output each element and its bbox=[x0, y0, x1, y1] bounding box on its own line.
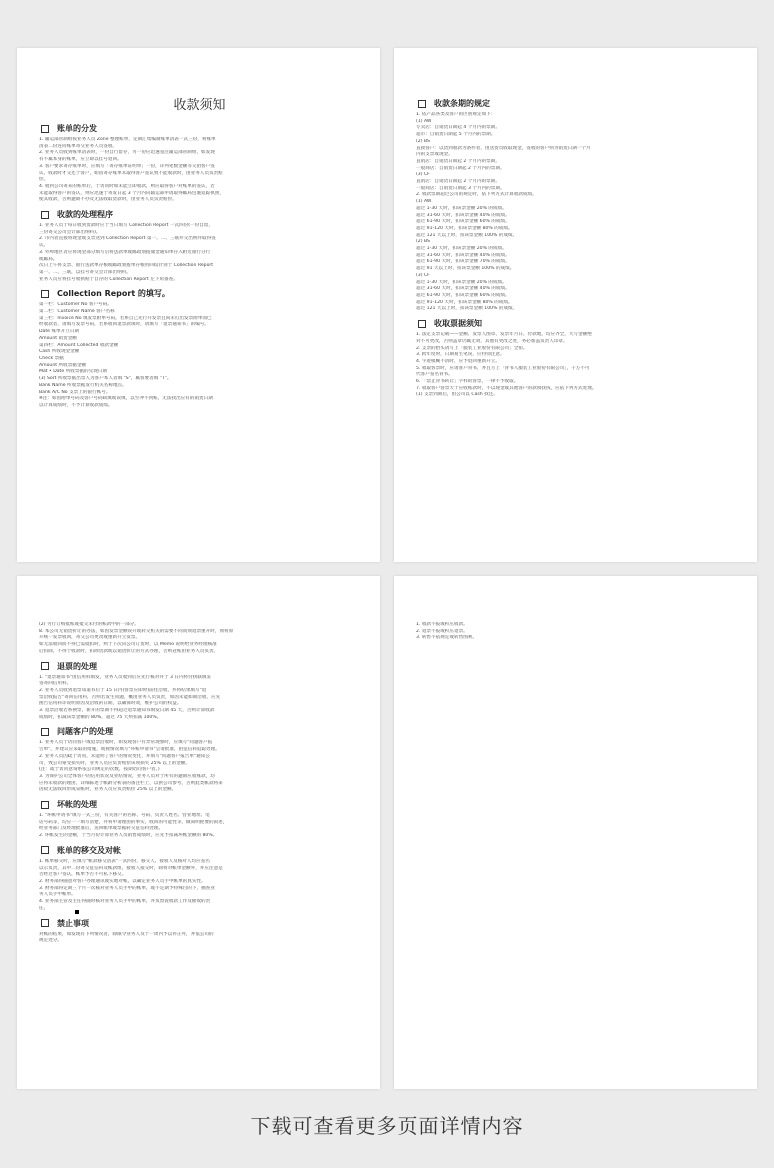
checkbox-square-icon bbox=[41, 290, 49, 298]
text-line: (2) 另行订购抵账或抵交未付的账款中的一部分。 bbox=[39, 622, 139, 627]
text-line: 次日上午将支票、银行送款单存根或邮政划拨单存根用回纹针别于 Collection Report bbox=[39, 263, 214, 269]
section-heading-text: 问题客户的处理 bbox=[57, 727, 113, 737]
text-line: 超过 91-120 天时，扣该票金额 80% 的成绩。 bbox=[416, 225, 513, 231]
section-heading-text: 账单的移交及对帐 bbox=[57, 845, 121, 855]
page-3-content bbox=[39, 622, 360, 945]
text-line: 函告信用科详说明原因及洽收的日期，以确保时效，维护公司的权益。 bbox=[39, 701, 182, 707]
page-1-sections bbox=[39, 123, 360, 410]
text-line: 2. 退票不报或积压退票。 bbox=[416, 628, 468, 634]
text-line: 2. 业务人员因疏于访问，未能明了客户的情况变化，并填写"问题客户报告单"通知公 bbox=[39, 753, 210, 759]
text-line: 签寄回信用科。 bbox=[39, 681, 72, 687]
text-line: Check 票据 bbox=[39, 355, 64, 361]
text-line: 3. 为保护公司全体客户的信用状况及业结情况，业务人员对于所有的逾期应收账款，均 bbox=[39, 773, 215, 779]
text-line: 告单"，并建议应采取的措施，或视情况填写"坏账申请书"呈请批准，由征信科追踪处理。 bbox=[39, 747, 220, 753]
text-line: 6. 「禁止背书转让」字样的客票，一律不予收取。 bbox=[416, 379, 519, 385]
section-heading-text: 禁止事项 bbox=[57, 918, 89, 928]
text-line: 超过 61-90 天时，扣该票金额 70% 的成绩。 bbox=[416, 259, 510, 265]
page-1-content bbox=[39, 94, 360, 410]
text-line: 超过 31-60 天时，扣该票金额 40% 的成绩。 bbox=[416, 212, 510, 218]
text-line: 1. 帐单移交时，应填写"帐款移交清表"一式四份，移交人、接收人及核对人均应签名 bbox=[39, 858, 210, 864]
text-line: 超市：自销货日期起 5 个月内的票期。 bbox=[416, 132, 496, 138]
section-heading-text: 退票的处理 bbox=[57, 661, 97, 671]
text-line: 开统一发票收回，寄交公司更改或重新开立发票。 bbox=[39, 635, 141, 641]
text-line: 1. "退票通知书"由信用科填发，业务人员收到后应先行核对并于 3 日内将付执联填妥 bbox=[39, 674, 212, 680]
text-line: 三份寄交公司会计部出纳科)。 bbox=[39, 229, 101, 235]
page-2-sections bbox=[416, 98, 737, 399]
text-line: 一般商店：自销货日期起 3 个月内的票期。 bbox=[416, 185, 505, 191]
text-line: 7. 收取客户客票大于应收账款时，不以现金或其他客户的款项找钱，应依下列方式处理。 bbox=[416, 385, 597, 391]
text-line: Cash 所收现金金额 bbox=[39, 349, 80, 355]
text-line: 4. 字迹模糊不清时，应予退回重新开立。 bbox=[416, 358, 500, 364]
section-heading bbox=[39, 918, 360, 929]
section-heading-text: 收款条期的规定 bbox=[434, 99, 490, 108]
text-line: 后扣除，不得于收款时，扣除货款或以销货折让的方式办理，否则冠账由业务人员负责。 bbox=[39, 648, 219, 654]
text-line: 因故无法收回形成呆帐时，业务人员应负责赔偿 25% 以上的金额。 bbox=[39, 787, 177, 793]
section-heading-text: Collection Report 的填写。 bbox=[57, 289, 170, 299]
text-line: 内的支票或现金。 bbox=[416, 152, 453, 158]
text-line: 超过 1-30 天时，扣该票金额 20% 的成绩。 bbox=[416, 246, 507, 252]
text-line: 第一栏：Customer No 客户号码。 bbox=[39, 302, 112, 308]
checkbox-square-icon bbox=[418, 320, 426, 328]
checkbox-square-icon bbox=[41, 211, 49, 219]
checkbox-square-icon bbox=[418, 100, 426, 108]
document-page-3 bbox=[17, 576, 380, 1089]
text-line: 2. 市内者直接将现金或支票送到 Collection Report 第一、二、三联并交出纳并取得签 bbox=[39, 236, 216, 242]
download-caption[interactable]: 下载可查看更多页面详情内容 bbox=[250, 1114, 524, 1138]
text-line: Date 账单开立日期 bbox=[39, 329, 80, 335]
text-line: 超过 61-90 天时，扣该票金额 60% 的成绩。 bbox=[416, 219, 510, 225]
text-line: 第二栏：Customer Name 客户名称 bbox=[39, 309, 115, 315]
text-line: (3) CF bbox=[416, 272, 430, 278]
text-line: (1) AW bbox=[416, 199, 432, 205]
text-line: 3. 退票洽收若系换票，新开的票期不得超过退票通知书填发日期 45 天，否则计算收款 bbox=[39, 708, 215, 714]
document-page-1 bbox=[17, 48, 380, 562]
text-line: 超过 31-60 天时，扣该票金额 40% 的成绩。 bbox=[416, 252, 510, 258]
text-line: 超过 121 天以上时，扣该票金额 100% 的成绩。 bbox=[416, 306, 518, 312]
text-line: 清表二份连同账单寄交业务人员签收。 bbox=[39, 143, 118, 149]
text-line: 1. "坏帐申请书"填写一式三份，有关客户的名称、号码、负责人姓名、营业地址、电 bbox=[39, 813, 210, 819]
text-line: 偿。 bbox=[39, 177, 49, 183]
text-line: (3) CF bbox=[416, 172, 430, 178]
text-line: 未能取得客户的签认，则应迅速于寄发日起 3 个月内向辅运部申请取得邮局包裹追踪执照， bbox=[39, 190, 225, 196]
text-line: 专卖店：自销货日期起 4 个月内的票期。 bbox=[416, 125, 500, 131]
text-line: 超过 1-30 天时，扣该票金额 20% 的成绩。 bbox=[416, 205, 507, 211]
section-heading bbox=[39, 845, 360, 856]
text-line: 否经过客户签认，帐单予否不可私下移交。 bbox=[39, 872, 127, 878]
text-line: ※注：如因附单号码及客户号码缺填或误填，以至冲不到账，无法找出应有的销货日期 bbox=[39, 396, 213, 402]
text-line: 以计算成绩时，不予计算收款成绩。 bbox=[39, 402, 113, 408]
page-marker bbox=[75, 910, 79, 914]
text-line: Bank Name 所收票据发行机关名称地点。 bbox=[39, 382, 127, 388]
text-line: 使其收款，否则逾期不办及无法收取货款时，由业务人员负责赔偿。 bbox=[39, 197, 177, 203]
text-line: 2. 支票的抬头请写上「服装工业股份有限公司」全衔。 bbox=[416, 345, 528, 351]
section-heading bbox=[39, 799, 360, 810]
text-line: 超过 91 天以上时，扣该票金额 100% 的成绩。 bbox=[416, 266, 515, 272]
document-title: 收款须知 bbox=[173, 98, 226, 113]
text-line: 超过 91-120 天时，扣该票金额 80% 的成绩。 bbox=[416, 299, 513, 305]
text-line: 1. 收款不报或积压收款。 bbox=[416, 622, 468, 627]
text-line: 规定处分。 bbox=[39, 938, 62, 944]
text-line: 4. 收到公司寄来的账单后，于访问时如未能立即收款，则应取得客户对账单的签认，若 bbox=[39, 183, 215, 189]
checkbox-square-icon bbox=[41, 728, 49, 736]
text-line: 认。 bbox=[39, 243, 49, 249]
text-line: Bank A/C No 支票上的银行帐号。 bbox=[39, 389, 111, 395]
text-line: 超过 31-60 天时，扣该票金额 40% 的成绩。 bbox=[416, 286, 510, 292]
section-heading bbox=[39, 209, 360, 220]
checkbox-square-icon bbox=[41, 801, 49, 809]
page-4-content bbox=[416, 622, 737, 642]
section-heading bbox=[39, 726, 360, 737]
text-line: 第四栏：Amount Collected 收款金额 bbox=[39, 342, 119, 348]
page-3-sections bbox=[39, 622, 360, 945]
text-line: 2. 坏帐发生的金额，于当月份计算业务人员销售成绩时，应先予扣减坏帐金额的 80%。 bbox=[39, 833, 218, 839]
text-line: 直销店：自销货日期起 2 个月内的票期。 bbox=[416, 179, 500, 185]
section-heading bbox=[416, 98, 737, 109]
text-line: 超过 1-30 天时，扣该票金额 20% 的成绩。 bbox=[416, 279, 507, 285]
text-line: 代客户签名背书。 bbox=[416, 372, 453, 378]
checkbox-square-icon bbox=[41, 662, 49, 670]
text-line: 司，致公司蒙受损失时，业务人员应负责赔偿该项损失 25% 以上的金额。 bbox=[39, 760, 190, 766]
text-line: (注：疏于访问意谓系依公司规定的次数，按期访问客户者。) bbox=[39, 767, 160, 773]
text-line: 1. 业务人员于访问客户或退票洽收时，如发现客户有异常现象时，应填写"问题客户报 bbox=[39, 740, 213, 746]
text-line: 第三栏：Invoice No 填发票附单号码。若系自己先行开发票且尚未打出发票附单而已 bbox=[39, 315, 212, 321]
text-line: Mat • Date 所收票据的兑现日期 bbox=[39, 369, 107, 375]
text-line: 2. 收款票期超过公司的规定时，依下列方式计算收款成绩。 bbox=[416, 192, 537, 198]
text-line: 认，收款时才交还于客户，如因寄存账单未取得客户签认致不能收款时，由业务人员负责赔 bbox=[39, 170, 223, 176]
text-line: 或邮局。 bbox=[39, 256, 58, 262]
section-heading bbox=[416, 318, 737, 329]
text-line: 经业务部门及经理批准后，送回帐单或票据转交征信科处理。 bbox=[39, 826, 164, 832]
text-line: 1. 依产品各类及客户的区别规定如下： bbox=[416, 112, 496, 117]
text-line: 3. 客户要求寄存账单时，应填写「寄存账单证明单」一份，详列笔数金额等交由客户签 bbox=[39, 163, 215, 169]
text-line: (1) 支票到期后，由公司以 Cash 找还。 bbox=[416, 392, 498, 398]
checkbox-square-icon bbox=[41, 125, 49, 133]
text-line: 有不属本身的账单，应立即以挂号退回。 bbox=[39, 157, 122, 163]
text-line: 任。 bbox=[39, 905, 49, 911]
section-heading-text: 收款的处理程序 bbox=[57, 210, 113, 220]
text-line: 1. 辅运部管制组按业务人员 Zone 整理账单，定期汇集编制账单清表一式三份，将账单 bbox=[39, 137, 216, 142]
document-page-2 bbox=[394, 48, 757, 562]
text-line: 务人员手中帐单。 bbox=[39, 892, 76, 898]
section-heading bbox=[39, 661, 360, 672]
text-line: 话号码等，均应一一填写清楚，并将申请理由的事实，收回的可能性等，做简明扼要的叙述， bbox=[39, 819, 228, 825]
text-line: 超过 61-90 天时，扣该票金额 60% 的成绩。 bbox=[416, 292, 510, 298]
text-line: (3) Sort 所收票据出票人为客户本人者填 "S"，属客要者填 "T"。 bbox=[39, 376, 172, 382]
text-line: 成绩时，扣减该票金额的 80%，超过 75 天则扣减 100%。 bbox=[39, 714, 162, 720]
section-heading-text: 坏帐的处理 bbox=[57, 800, 97, 810]
text-line: (2) BS bbox=[416, 138, 430, 144]
text-line: 2. 业务人员收到账单清表时，一份自行留存，另一份应迅速签注辅运部管制组，如发现 bbox=[39, 150, 215, 156]
text-line: 对不可更改，否则盖章仍属无效，其他有更改之处，务必加盖负责人印章。 bbox=[416, 338, 568, 344]
text-line: 2. 业务人员收到退票知道书后于 15 日内(客票应即时)前往洽收，并将结果填写"退 bbox=[39, 687, 207, 693]
text-line: 3. 跨年度时，日期易生笔误，应特别注意。 bbox=[416, 352, 505, 358]
text-line: 以示负责，其中二份寄交征信科及帐款组，接收人接交时，除将对帐单金额外，并应注意是 bbox=[39, 865, 223, 871]
text-line: 1. 法定支票记载——金额、发票人图章、发票年月日、付款地，均应齐全，大写金额绝 bbox=[416, 332, 592, 338]
section-heading bbox=[39, 123, 360, 134]
text-line: (1) AW bbox=[416, 118, 432, 124]
text-line: 对帐的结果，如发现有下列情况者，除限令业务人员十一周内予以补正外，并依公司的 bbox=[39, 931, 214, 937]
text-line: 4. 业务部主管及主任得随时核对业务人员手中的帐单，并负督促收款工作及催收的责 bbox=[39, 899, 211, 905]
text-line: Amount 销货金额 bbox=[39, 335, 77, 341]
text-line: 3. 转售不依规定或转售图利。 bbox=[416, 635, 477, 641]
text-line: 8. 本公司无销货折让的办法，如因发票金额误开或转交机关的需要不同而须退票重开时，须将原 bbox=[39, 628, 234, 634]
text-line: 直接客户：以货到收款为条件者，由送货员收取现金，签收的客户则为销货日期一个月 bbox=[416, 145, 591, 151]
text-line: 3. 财务部得定期三个月一次核对业务人员手中的帐单，或不定期予特殊目的下，抽查业 bbox=[39, 885, 215, 891]
text-line: 第一、二、三联，以挂号寄交会计部出纳科。 bbox=[39, 269, 131, 275]
text-line: Amount 所收票据金额 bbox=[39, 362, 87, 368]
text-line: 业务人员应将挂号收执贴于自存的 Collection Report 左下角备查。 bbox=[39, 276, 178, 282]
text-line: 一般商店：自销货日期起 2 个月内的票期。 bbox=[416, 165, 505, 171]
text-line: 5. 收取客票时，应请客户背书，并且写上「背书人服装工业股份有限公司」，千万不可 bbox=[416, 365, 590, 371]
text-line: 如无法收回而不得已需抵扣时，则于下次向公司订货时，以 Memo 说明给业务经理核准 bbox=[39, 642, 217, 648]
text-line: 票洽收报告"寄回信用科，否则若发生问题，概由业务人员负责，如因未能如期洽收，应先 bbox=[39, 694, 221, 700]
text-line: 1. 业务人员于每日收到货款时应于当日填写 Collection Report 一式四份(一份自留， bbox=[39, 223, 213, 229]
checkbox-square-icon bbox=[41, 846, 49, 854]
section-heading-text: 账单的分发 bbox=[57, 124, 97, 133]
text-line: 2. 财务部得随意对客户办理通讯或实地对帐，以确定业务人员手中帐单的真实性。 bbox=[39, 878, 206, 884]
page-2-content bbox=[416, 93, 737, 399]
section-heading bbox=[39, 288, 360, 299]
text-line: 直销店：自销货日期起 2 个月内的票期。 bbox=[416, 158, 500, 164]
section-heading-text: 收取票据须知 bbox=[434, 319, 482, 329]
text-line: 超过 121 天以上时，扣该票金额 100% 的成绩。 bbox=[416, 232, 518, 238]
text-line: (2) BS bbox=[416, 239, 430, 245]
text-line: 3. 外埠地区者应将现金部分填写后将送款单或邮政划拨储金通知单存入附近银行分行 bbox=[39, 249, 211, 255]
text-line: 应将未收款的理由，详细陈述于帐龄分析表的备注栏上，以供公司参考，否则此类帐款将来 bbox=[39, 780, 223, 786]
text-line: 经收款者，请填写发票号码，若系收回退票款项时，请填写「退票通知书」的编号。 bbox=[39, 322, 209, 328]
checkbox-square-icon bbox=[41, 919, 49, 927]
document-page-4 bbox=[394, 576, 757, 1089]
